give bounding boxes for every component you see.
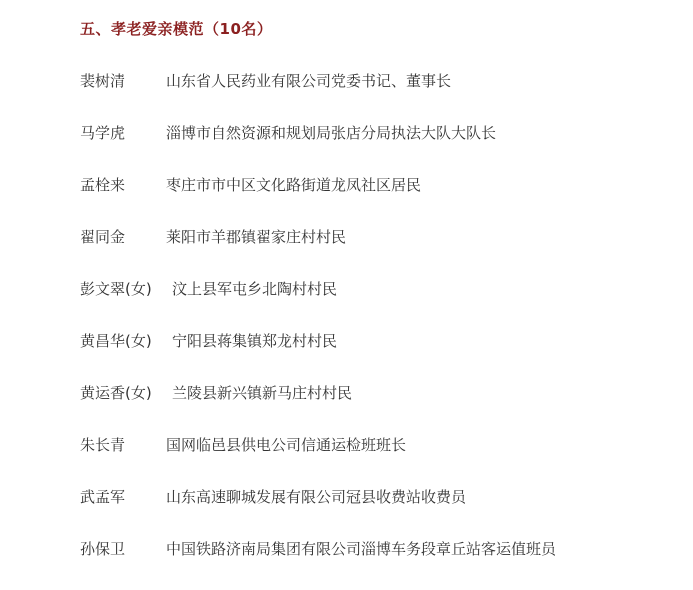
list-item (80, 278, 680, 330)
list-item (80, 174, 680, 226)
honoree-name: 马学虎 (80, 124, 126, 142)
honoree-description: 宁阳县蒋集镇郑龙村村民 (172, 332, 338, 350)
honoree-name: 彭文翠(女) (80, 280, 152, 298)
honoree-name: 武孟军 (80, 488, 126, 506)
list-item (80, 122, 680, 174)
honoree-name: 裴树清 (80, 72, 126, 90)
honoree-name: 翟同金 (80, 228, 126, 246)
list-item (80, 434, 680, 486)
honoree-name: 黄运香(女) (80, 384, 152, 402)
honoree-description: 山东省人民药业有限公司党委书记、董事长 (166, 72, 452, 90)
list-item (80, 226, 680, 278)
list-item (80, 486, 680, 538)
honoree-name: 黄昌华(女) (80, 332, 152, 350)
honoree-description: 莱阳市羊郡镇翟家庄村村民 (166, 228, 347, 246)
honoree-name: 孟栓来 (80, 176, 126, 194)
honoree-name: 孙保卫 (80, 540, 126, 558)
list-item (80, 330, 680, 382)
list-item (80, 70, 680, 122)
list-item (80, 538, 680, 590)
honoree-description: 国网临邑县供电公司信通运检班班长 (166, 436, 407, 454)
honoree-name: 朱长青 (80, 436, 126, 454)
honoree-description: 兰陵县新兴镇新马庄村村民 (172, 384, 353, 402)
honoree-description: 枣庄市市中区文化路街道龙凤社区居民 (166, 176, 422, 194)
honoree-description: 中国铁路济南局集团有限公司淄博车务段章丘站客运值班员 (166, 540, 557, 558)
honoree-list (80, 70, 680, 590)
honoree-description: 山东高速聊城发展有限公司冠县收费站收费员 (166, 488, 467, 506)
honoree-description: 汶上县军屯乡北陶村村民 (172, 280, 338, 298)
honoree-description: 淄博市自然资源和规划局张店分局执法大队大队长 (166, 124, 497, 142)
list-item (80, 382, 680, 434)
section-heading: 五、孝老爱亲模范（10名） (80, 20, 273, 38)
